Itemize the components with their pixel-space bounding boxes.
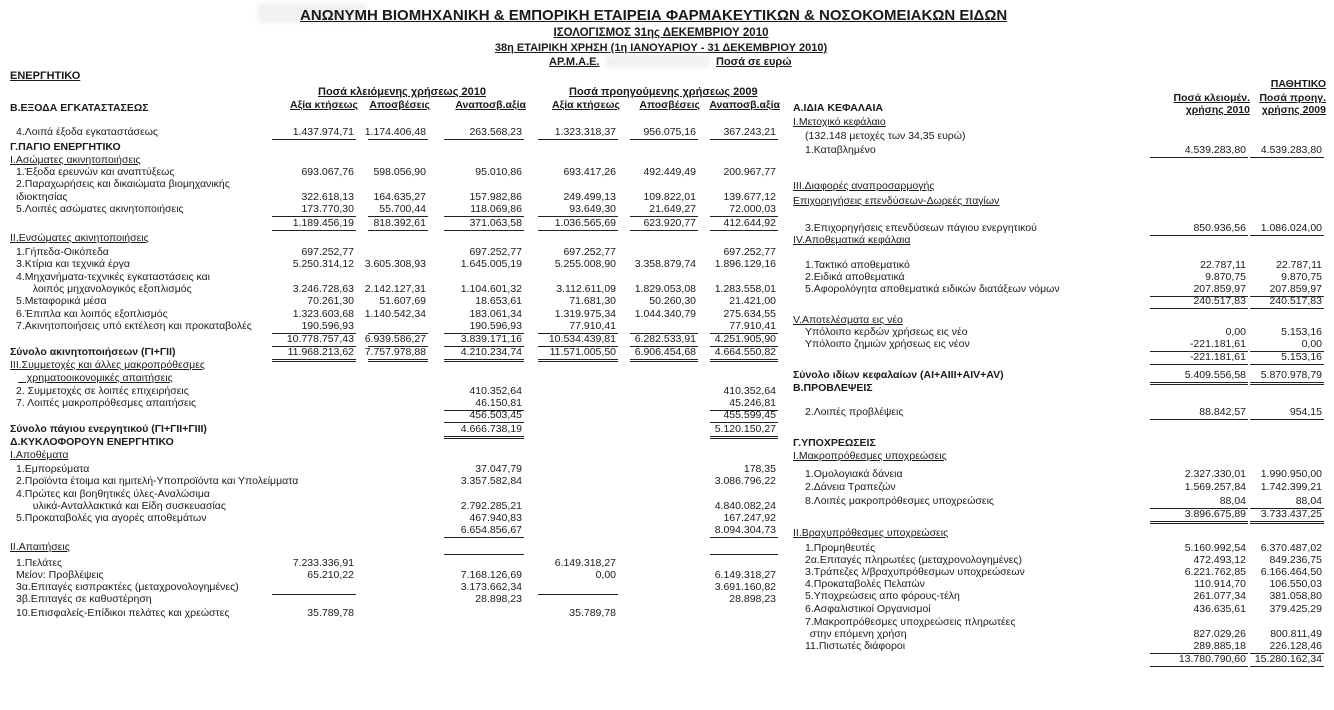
col-current-line2: χρήσης 2010 <box>1185 104 1250 116</box>
liability-amount-cell: 2.327.330,01 <box>1184 468 1246 480</box>
liability-amount-cell: 88,04 <box>1219 495 1246 507</box>
total-rule <box>538 361 618 362</box>
asset-row-label: 1.Γήπεδα-Οικόπεδα <box>16 246 109 258</box>
asset-row-label: 3β.Επιταγές σε καθυστέρηση <box>16 593 152 605</box>
asset-amount-cell: 1.319.975,34 <box>554 308 616 320</box>
asset-amount-cell: 4.210.234,74 <box>460 346 522 358</box>
liability-row-label: Υπόλοιπο ζημιών χρήσεως εις νέον <box>805 338 970 350</box>
total-rule <box>1250 235 1324 236</box>
total-rule <box>1250 382 1324 383</box>
asset-amount-cell: 4.251.905,90 <box>714 333 776 345</box>
asset-row-label: 5.Μεταφορικά μέσα <box>16 295 107 307</box>
asset-amount-cell: 1.896.129,16 <box>714 258 776 270</box>
asset-amount-cell: 37.047,79 <box>475 463 522 475</box>
total-rule <box>538 359 618 360</box>
liability-row-label: 1.Τακτικό αποθεματικό <box>805 259 910 271</box>
liability-amount-cell: 22.787,11 <box>1200 259 1246 271</box>
total-rule <box>710 359 778 360</box>
asset-amount-cell: 693.417,26 <box>563 166 616 178</box>
asset-amount-cell: 249.499,13 <box>563 191 616 203</box>
total-rule <box>1250 364 1324 365</box>
asset-amount-cell: 1.323.603,68 <box>292 308 354 320</box>
asset-row-label: Ι.Αποθέματα <box>10 449 69 461</box>
asset-amount-cell: 72.000,03 <box>729 203 776 215</box>
liability-row-label: 6.Ασφαλιστικοί Οργανισμοί <box>805 603 931 615</box>
liability-amount-cell: 22.787,11 <box>1276 259 1322 271</box>
asset-amount-cell: 21.649,27 <box>649 203 696 215</box>
liability-amount-cell: 207.859,97 <box>1193 283 1246 295</box>
liability-amount-cell: 1.086.024,00 <box>1260 222 1322 234</box>
total-rule <box>1150 157 1248 158</box>
asset-amount-cell: 697.252,77 <box>469 246 522 258</box>
liability-amount-cell: 289.885,18 <box>1193 640 1246 652</box>
asset-amount-cell: 1.174.406,48 <box>364 126 426 138</box>
asset-amount-cell: 3.246.728,63 <box>292 283 354 295</box>
liability-amount-cell: 1.742.399,21 <box>1260 481 1322 493</box>
asset-row-label: υλικά-Ανταλλακτικά και Είδη συσκευασίας <box>24 500 226 512</box>
asset-row-label: 4.Πρώτες και βοηθητικές ύλες-Αναλώσιμα <box>16 488 210 500</box>
asset-amount-cell: 3.839.171,16 <box>460 333 522 345</box>
asset-amount-cell: 1.829.053,08 <box>634 283 696 295</box>
total-rule <box>630 361 698 362</box>
liability-row-label: Ι.Μετοχικό κεφάλαιο <box>793 116 886 128</box>
total-rule <box>272 594 356 595</box>
asset-amount-cell: 55.700,44 <box>379 203 426 215</box>
liability-amount-cell: 6.166.464,50 <box>1260 566 1322 578</box>
asset-amount-cell: 6.906.454,68 <box>634 346 696 358</box>
asset-row-label: 1.Εμπορεύματα <box>16 463 90 475</box>
asset-row-label: 3α.Επιταγές εισπρακτέες (μεταχρονολογημένες) <box>16 581 239 593</box>
asset-amount-cell: 3.173.662,34 <box>460 581 522 593</box>
asset-amount-cell: 46.150,81 <box>475 397 522 409</box>
asset-amount-cell: 3.605.308,93 <box>364 258 426 270</box>
asset-row-label: ΙΙ.Ενσώματες ακινητοποιήσεις <box>10 232 149 244</box>
asset-amount-cell: 10.778.757,43 <box>286 333 354 345</box>
liability-row-label: (132.148 μετοχές των 34,35 ευρώ) <box>805 130 966 142</box>
asset-amount-cell: 6.654.856,67 <box>460 524 522 536</box>
asset-amount-cell: 3.112.611,09 <box>556 283 616 295</box>
asset-amount-cell: 45.246,81 <box>729 397 776 409</box>
registry-label: ΑΡ.Μ.Α.Ε. <box>549 56 600 68</box>
asset-amount-cell: 65.210,22 <box>307 569 354 581</box>
liability-row-label: 1.Καταβλημένο <box>805 144 876 156</box>
asset-amount-cell: 6.149.318,27 <box>554 557 616 569</box>
asset-amount-cell: 412.644,92 <box>723 217 776 229</box>
total-rule <box>272 230 356 231</box>
asset-row-label: 2.Παραχωρήσεις και δικαιώματα βιομηχανικής <box>16 178 230 190</box>
liability-amount-cell: 207.859,97 <box>1269 283 1322 295</box>
liability-amount-cell: 6.370.487,02 <box>1260 542 1322 554</box>
liability-row-label: 3.Τράπεζες λ/βραχυπρόθεσμων υποχρεώσεων <box>805 566 1025 578</box>
fiscal-year: 38η ΕΤΑΙΡΙΚΗ ΧΡΗΣΗ (1η ΙΑΝΟΥΑΡΙΟΥ - 31 ΔΕΚΕΜΒΡΙΟΥ 2010) <box>494 42 828 54</box>
col-net-2010: Αναποσβ.αξία <box>455 99 526 111</box>
col-current-line1: Ποσά κλειομέν. <box>1173 92 1250 104</box>
asset-amount-cell: 1.189.456,19 <box>292 217 354 229</box>
liability-amount-cell: 849.236,75 <box>1269 554 1322 566</box>
total-rule <box>1250 419 1324 420</box>
asset-amount-cell: 200.967,77 <box>723 166 776 178</box>
asset-amount-cell: 190.596,93 <box>301 320 354 332</box>
asset-amount-cell: 190.596,93 <box>469 320 522 332</box>
asset-row-label: 7. Λοιπές μακροπρόθεσμες απαιτήσεις <box>16 397 197 409</box>
asset-amount-cell: 456.503,45 <box>469 409 522 421</box>
liability-amount-cell: 5.409.556,58 <box>1184 369 1246 381</box>
liability-amount-cell: -221.181,61 <box>1189 338 1246 350</box>
asset-amount-cell: 367.243,21 <box>723 126 776 138</box>
total-rule <box>1250 308 1324 309</box>
asset-amount-cell: 956.075,16 <box>643 126 696 138</box>
asset-amount-cell: 3.357.582,84 <box>460 475 522 487</box>
col-depreciation-2010: Αποσβέσεις <box>369 99 430 111</box>
asset-row-label: ιδιοκτησίας <box>16 191 68 203</box>
asset-row-label: 1.Πελάτες <box>16 557 63 569</box>
col-net-2009: Αναποσβ.αξία <box>709 99 780 111</box>
asset-amount-cell: 6.282.533,91 <box>634 333 696 345</box>
asset-amount-cell: 7.168.126,69 <box>460 569 522 581</box>
liability-row-label: 1.Ομολογιακά δάνεια <box>805 468 903 480</box>
asset-amount-cell: 697.252,77 <box>723 246 776 258</box>
liability-row-label: Υπόλοιπο κερδών χρήσεως εις νέο <box>805 326 968 338</box>
asset-amount-cell: 21.421,00 <box>729 295 776 307</box>
asset-amount-cell: 693.067,76 <box>301 166 354 178</box>
total-rule <box>444 438 524 439</box>
liability-row-label: Επιχορηγήσεις επενδύσεων-Δωρεές παγίων <box>793 195 1000 207</box>
total-rule <box>272 359 356 360</box>
asset-amount-cell: 371.063,58 <box>469 217 522 229</box>
liability-amount-cell: 6.221.762,85 <box>1184 566 1246 578</box>
asset-amount-cell: 118.069,86 <box>470 203 522 215</box>
asset-row-label: 10.Επισφαλείς-Επίδικοι πελάτες και χρεώστες <box>16 607 230 619</box>
asset-row-label: Σύνολο ακινητοποιήσεων (ΓΙ+ΓΙΙ) <box>10 346 176 358</box>
asset-amount-cell: 4.666.738,19 <box>460 423 522 435</box>
asset-row-label: ΙΙΙ.Συμμετοχές και άλλες μακροπρόθεσμες <box>10 359 205 371</box>
asset-row-label: 6.Έπιπλα και λοιπός εξοπλισμός <box>16 308 168 320</box>
asset-amount-cell: 6.149.318,27 <box>714 569 776 581</box>
asset-amount-cell: 50.260,30 <box>649 295 696 307</box>
liability-amount-cell: 15.280.162,34 <box>1254 653 1322 665</box>
total-rule <box>368 230 428 231</box>
asset-amount-cell: 263.568,23 <box>469 126 522 138</box>
asset-row-label: 1.Έξοδα ερευνών και αναπτύξεως <box>16 166 175 178</box>
total-rule <box>538 594 618 595</box>
asset-amount-cell: 183.061,34 <box>469 308 522 320</box>
asset-row-label: Δ.ΚΥΚΛΟΦΟΡΟΥΝ ΕΝΕΡΓΗΤΙΚΟ <box>10 436 174 448</box>
liability-amount-cell: -221.181,61 <box>1189 351 1246 363</box>
liability-row-label: Α.ΙΔΙΑ ΚΕΦΑΛΑΙΑ <box>793 102 883 114</box>
asset-row-label: 5.Προκαταβολές για αγορές αποθεμάτων <box>16 512 207 524</box>
asset-amount-cell: 167.247,92 <box>723 512 776 524</box>
total-rule <box>368 361 428 362</box>
liability-amount-cell: 436.635,61 <box>1193 603 1246 615</box>
liability-row-label: 11.Πιστωτές διάφοροι <box>805 640 906 652</box>
total-rule <box>710 554 778 555</box>
liability-amount-cell: 954,15 <box>1289 406 1322 418</box>
liability-amount-cell: 9.870,75 <box>1205 271 1246 283</box>
assets-title: ΕΝΕΡΓΗΤΙΚΟ <box>10 70 81 82</box>
asset-amount-cell: 1.140.542,34 <box>364 308 426 320</box>
total-rule <box>368 139 428 140</box>
liability-amount-cell: 3.896.675,89 <box>1184 508 1246 520</box>
asset-row-label: Γ.ΠΑΓΙΟ ΕΝΕΡΓΗΤΙΚΟ <box>10 141 121 153</box>
liability-amount-cell: 1.990.950,00 <box>1260 468 1322 480</box>
liabilities-title: ΠΑΘΗΤΙΚΟ <box>1270 78 1326 90</box>
total-rule <box>444 436 524 437</box>
previous-period-header: Ποσά προηγούμενης χρήσεως 2009 <box>569 86 758 98</box>
liability-row-label: 8.Λοιπές μακροπρόθεσμες υποχρεώσεις <box>805 495 994 507</box>
asset-amount-cell: 70.261,30 <box>307 295 354 307</box>
liability-amount-cell: 106.550,03 <box>1269 578 1322 590</box>
liability-row-label: 7.Μακροπρόθεσμες υποχρεώσεις πληρωτέες <box>805 616 1016 628</box>
liability-amount-cell: 381.058,80 <box>1269 590 1322 602</box>
total-rule <box>444 359 524 360</box>
liability-amount-cell: 9.870,75 <box>1281 271 1322 283</box>
liability-amount-cell: 0,00 <box>1301 338 1322 350</box>
col-depreciation-2009: Αποσβέσεις <box>639 99 700 111</box>
asset-amount-cell: 18.653,61 <box>475 295 522 307</box>
liability-amount-cell: 240.517,83 <box>1269 295 1322 307</box>
asset-amount-cell: 818.392,61 <box>373 217 426 229</box>
liability-amount-cell: 850.936,56 <box>1193 222 1246 234</box>
asset-amount-cell: 11.571.005,50 <box>549 346 616 358</box>
asset-amount-cell: 2.142.127,31 <box>364 283 426 295</box>
asset-row-label: 4.Λοιπά έξοδα εγκαταστάσεως <box>16 126 158 138</box>
liability-amount-cell: 472.493,12 <box>1193 554 1246 566</box>
asset-amount-cell: 5.255.008,90 <box>554 258 616 270</box>
total-rule <box>630 230 698 231</box>
asset-amount-cell: 10.534.439,81 <box>548 333 616 345</box>
liability-row-label: V.Αποτελέσματα εις νέο <box>793 314 903 326</box>
total-rule <box>272 139 356 140</box>
liability-amount-cell: 13.780.790,60 <box>1178 653 1246 665</box>
asset-amount-cell: 4.664.550,82 <box>714 346 776 358</box>
asset-amount-cell: 1.044.340,79 <box>634 308 696 320</box>
asset-amount-cell: 3.086.796,22 <box>714 475 776 487</box>
total-rule <box>1250 523 1324 524</box>
asset-amount-cell: 157.982,86 <box>469 191 522 203</box>
total-rule <box>538 139 618 140</box>
asset-amount-cell: 4.840.082,24 <box>714 500 776 512</box>
liability-amount-cell: 3.733.437,25 <box>1260 508 1322 520</box>
asset-amount-cell: 139.677,12 <box>723 191 776 203</box>
asset-amount-cell: 1.283.558,01 <box>714 283 776 295</box>
asset-amount-cell: 173.770,30 <box>301 203 354 215</box>
liability-row-label: ΙΙ.Βραχυπρόθεσμες υποχρεώσεις <box>793 527 949 539</box>
total-rule <box>1150 523 1248 524</box>
balance-sheet-title: ΙΣΟΛΟΓΙΣΜΟΣ 31ης ΔΕΚΕΜΒΡΙΟΥ 2010 <box>553 27 769 39</box>
liability-amount-cell: 4.539.283,80 <box>1184 144 1246 156</box>
company-name: ΑΝΩΝΥΜΗ ΒΙΟΜΗΧΑΝΙΚΗ & ΕΜΠΟΡΙΚΗ ΕΤΑΙΡΕΙΑ ΦΑΡΜΑΚΕΥΤΙΚΩΝ & ΝΟΣΟΚΟΜΕΙΑΚΩΝ ΕΙΔΩΝ <box>300 7 1008 24</box>
asset-amount-cell: 1.104.601,32 <box>460 283 522 295</box>
asset-amount-cell: 1.437.974,71 <box>292 126 354 138</box>
asset-amount-cell: 71.681,30 <box>569 295 616 307</box>
asset-row-label: 3.Κτίρια και τεχνικά έργα <box>16 258 130 270</box>
liability-amount-cell: 88.842,57 <box>1199 406 1246 418</box>
total-rule <box>1250 521 1324 522</box>
asset-row-label: 2. Συμμετοχές σε λοιπές επιχειρήσεις <box>16 385 189 397</box>
liability-row-label: 4.Προκαταβολές Πελατών <box>805 578 925 590</box>
col-previous-line2: χρήσης 2009 <box>1261 104 1326 116</box>
asset-amount-cell: 3.691.160,82 <box>714 581 776 593</box>
asset-amount-cell: 1.323.318,37 <box>554 126 616 138</box>
total-rule <box>1150 666 1248 667</box>
asset-amount-cell: 410.352,64 <box>723 385 776 397</box>
liability-row-label: 2.Ειδικά αποθεματικά <box>805 271 905 283</box>
asset-amount-cell: 95.010,86 <box>475 166 522 178</box>
asset-amount-cell: 35.789,78 <box>569 607 616 619</box>
asset-amount-cell: 28.898,23 <box>729 593 776 605</box>
total-rule <box>1250 384 1324 385</box>
liability-amount-cell: 827.029,26 <box>1193 628 1246 640</box>
liability-row-label: Ι.Μακροπρόθεσμες υποχρεώσεις <box>793 450 947 462</box>
liability-amount-cell: 5.870.978,79 <box>1260 369 1322 381</box>
asset-amount-cell: 467.940,83 <box>469 512 522 524</box>
total-rule <box>444 230 524 231</box>
total-rule <box>1150 235 1248 236</box>
total-rule <box>630 139 698 140</box>
liability-row-label: Σύνολο ιδίων κεφαλαίων (ΑΙ+ΑΙΙΙ+ΑΙV+AV) <box>793 369 1004 381</box>
asset-amount-cell: 598.056,90 <box>373 166 426 178</box>
liability-row-label: ΙΙΙ.Διαφορές αναπροσαρμογής <box>793 180 935 192</box>
liability-row-label: 2.Λοιπές προβλέψεις <box>805 406 904 418</box>
liability-amount-cell: 240.517,83 <box>1193 295 1246 307</box>
col-previous-line1: Ποσά προηγ. <box>1259 92 1326 104</box>
total-rule <box>710 438 778 439</box>
asset-amount-cell: 697.252,77 <box>563 246 616 258</box>
asset-amount-cell: 7.233.336,91 <box>292 557 354 569</box>
total-rule <box>1150 384 1248 385</box>
col-cost-2009: Αξία κτήσεως <box>552 99 620 111</box>
asset-amount-cell: 623.920,77 <box>643 217 696 229</box>
liability-row-label: Β.ΠΡΟΒΛΕΨΕΙΣ <box>793 382 873 394</box>
asset-row-label: ΙΙ.Απαιτήσεις <box>10 541 70 553</box>
asset-amount-cell: 3.358.879,74 <box>634 258 696 270</box>
asset-amount-cell: 35.789,78 <box>307 607 354 619</box>
asset-amount-cell: 5.120.150,27 <box>714 423 776 435</box>
asset-row-label: 7.Ακινητοποιήσεις υπό εκτέλεση και προκαταβολές <box>16 320 252 332</box>
asset-row-label: 4.Μηχανήματα-τεχνικές εγκαταστάσεις και <box>16 271 210 283</box>
total-rule <box>1150 419 1248 420</box>
total-rule <box>1150 364 1248 365</box>
liability-row-label: 5.Υποχρεώσεις απο φόρους-τέλη <box>805 590 960 602</box>
liability-amount-cell: 1.569.257,84 <box>1184 481 1246 493</box>
liability-amount-cell: 261.077,34 <box>1193 590 1246 602</box>
current-period-header: Ποσά κλειόμενης χρήσεως 2010 <box>318 86 486 98</box>
liability-amount-cell: 5.153,16 <box>1281 326 1322 338</box>
asset-row-label: Μείον: Προβλέψεις <box>16 569 104 581</box>
asset-amount-cell: 178,35 <box>743 463 776 475</box>
asset-amount-cell: 6.939.586,27 <box>364 333 426 345</box>
liability-row-label: IV.Αποθεματικά κεφάλαια <box>793 234 911 246</box>
total-rule <box>710 361 778 362</box>
liability-row-label: 5.Αφορολόγητα αποθεματικά ειδικών διατάξεων νόμων <box>805 283 1060 295</box>
asset-amount-cell: 492.449,49 <box>643 166 696 178</box>
asset-amount-cell: 7.757.978,88 <box>364 346 426 358</box>
asset-amount-cell: 275.634,55 <box>723 308 776 320</box>
asset-amount-cell: 1.036.565,69 <box>554 217 616 229</box>
col-cost-2010: Αξία κτήσεως <box>290 99 358 111</box>
asset-amount-cell: 322.618,13 <box>301 191 354 203</box>
liability-amount-cell: 379.425,29 <box>1269 603 1322 615</box>
liability-amount-cell: 800.811,49 <box>1270 628 1322 640</box>
liability-amount-cell: 4.539.283,80 <box>1260 144 1322 156</box>
asset-amount-cell: 164.635,27 <box>373 191 426 203</box>
asset-row-label: 5.Λοιπές ασώματες ακινητοποιήσεις <box>16 203 184 215</box>
asset-amount-cell: 28.898,23 <box>475 593 522 605</box>
total-rule <box>1150 521 1248 522</box>
total-rule <box>272 361 356 362</box>
asset-amount-cell: 77.910,41 <box>729 320 776 332</box>
liability-amount-cell: 226.128,46 <box>1269 640 1322 652</box>
total-rule <box>1150 382 1248 383</box>
total-rule <box>368 359 428 360</box>
liability-row-label: 1.Προμηθευτές <box>805 542 876 554</box>
total-rule <box>630 359 698 360</box>
total-rule <box>444 554 524 555</box>
asset-amount-cell: 77.910,41 <box>569 320 616 332</box>
liability-amount-cell: 5.153,16 <box>1281 351 1322 363</box>
asset-amount-cell: 2.792.285,21 <box>460 500 522 512</box>
total-rule <box>444 361 524 362</box>
liability-row-label: 2.Δάνεια Τραπεζών <box>805 481 896 493</box>
liability-amount-cell: 110.914,70 <box>1194 578 1246 590</box>
asset-row-label: Σύνολο πάγιου ενεργητικού (ΓΙ+ΓΙΙ+ΓΙΙΙ) <box>10 423 207 435</box>
total-rule <box>710 139 778 140</box>
liability-amount-cell: 5.160.992,54 <box>1184 542 1246 554</box>
asset-row-label: λοιπός μηχανολογικός εξοπλισμός <box>24 283 192 295</box>
asset-amount-cell: 697.252,77 <box>301 246 354 258</box>
asset-row-label: χρηματοοικονομικές απαιτήσεις <box>18 372 173 384</box>
liability-amount-cell: 88,04 <box>1295 495 1322 507</box>
asset-row-label: 2.Προϊόντα έτοιμα και ημιτελή-Υποπροϊόντα και Υπολείμματα <box>16 475 299 487</box>
total-rule <box>710 436 778 437</box>
total-rule <box>538 230 618 231</box>
liability-amount-cell: 0,00 <box>1225 326 1246 338</box>
liability-row-label: 2α.Επιταγές πληρωτέες (μεταχρονολογημένες) <box>805 554 1022 566</box>
redacted-area <box>606 55 710 68</box>
total-rule <box>444 139 524 140</box>
asset-amount-cell: 93.649,30 <box>569 203 616 215</box>
total-rule <box>1150 308 1248 309</box>
asset-amount-cell: 8.094.304,73 <box>714 524 776 536</box>
liability-row-label: στην επόμενη χρήση <box>801 628 907 640</box>
asset-amount-cell: 1.645.005,19 <box>460 258 522 270</box>
liability-row-label: 3.Επιχορηγήσεις επενδύσεων πάγιου ενεργητικού <box>805 222 1037 234</box>
total-rule <box>1250 666 1324 667</box>
asset-amount-cell: 109.822,01 <box>643 191 696 203</box>
asset-amount-cell: 11.968.213,62 <box>287 346 354 358</box>
asset-amount-cell: 51.607,69 <box>379 295 426 307</box>
asset-amount-cell: 0,00 <box>595 569 616 581</box>
total-rule <box>710 230 778 231</box>
total-rule <box>1250 157 1324 158</box>
asset-row-label: Β.ΕΞΟΔΑ ΕΓΚΑΤΑΣΤΑΣΕΩΣ <box>10 102 149 114</box>
total-rule <box>710 537 778 538</box>
currency-note: Ποσά σε ευρώ <box>716 56 792 68</box>
total-rule <box>444 537 524 538</box>
asset-amount-cell: 5.250.314,12 <box>292 258 354 270</box>
asset-amount-cell: 455.599,45 <box>723 409 776 421</box>
asset-amount-cell: 410.352,64 <box>469 385 522 397</box>
asset-row-label: Ι.Ασώματες ακινητοποιήσεις <box>10 154 141 166</box>
liability-row-label: Γ.ΥΠΟΧΡΕΩΣΕΙΣ <box>793 437 876 449</box>
